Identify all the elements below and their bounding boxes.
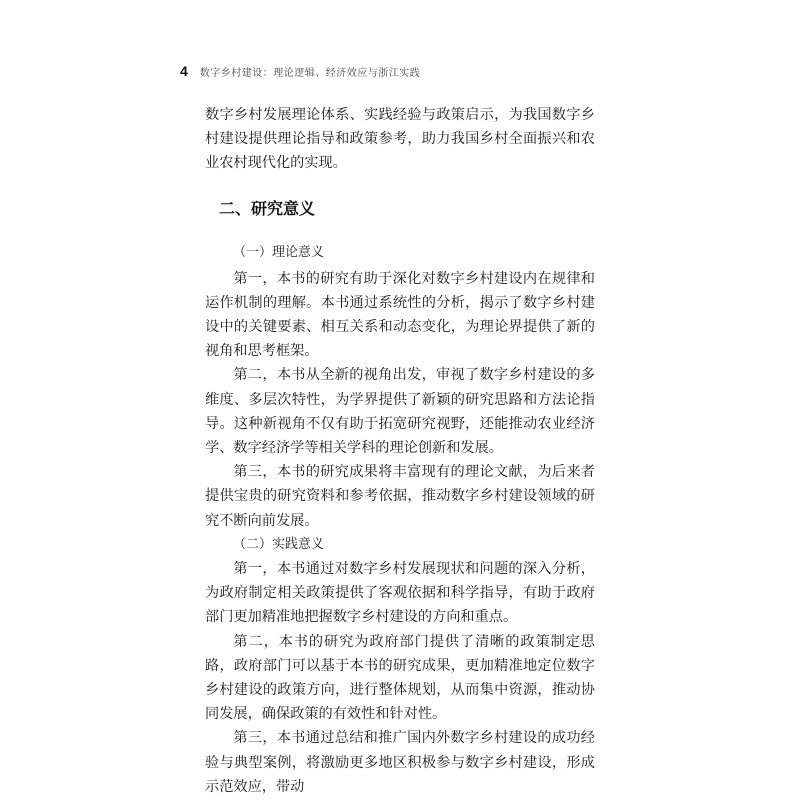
subheading-theoretical-significance: （一）理论意义 [233, 244, 325, 260]
running-head [180, 62, 420, 80]
theoretical-paragraph-3: 第三，本书的研究成果将丰富现有的理论文献，为后来者提供宝贵的研究资料和参考依据，推动数字乡村建设领域的研究不断向前发展。 [205, 464, 595, 529]
practical-paragraph-1: 第一，本书通过对数字乡村发展现状和问题的深入分析，为政府制定相关政策提供了客观依据和科学指导，有助于政府部门更加精准地把握数字乡村建设的方向和重点。 [205, 561, 595, 626]
section-heading-research-significance: 二、研究意义 [219, 198, 316, 218]
practical-paragraph-3: 第三，本书通过总结和推广国内外数字乡村建设的成功经验与典型案例，将激励更多地区积极参与数字乡村建设，形成示范效应，带动 [205, 730, 595, 795]
theoretical-paragraph-1: 第一，本书的研究有助于深化对数字乡村建设内在规律和运作机制的理解。本书通过系统性的分析，揭示了数字乡村建设中的关键要素、相互关系和动态变化，为理论界提供了新的视角和思考框架。 [205, 270, 595, 360]
intro-paragraph: 数字乡村发展理论体系、实践经验与政策启示，为我国数字乡村建设提供理论指导和政策参考，助力我国乡村全面振兴和农业农村现代化的实现。 [205, 107, 595, 172]
theoretical-paragraph-2: 第二，本书从全新的视角出发，审视了数字乡村建设的多维度、多层次特性，为学界提供了新颖的研究思路和方法论指导。这种新视角不仅有助于拓宽研究视野，还能推动农业经济学、数字经济学等相关学科的理论创新和发展。 [205, 367, 595, 457]
subheading-practical-significance: （二）实践意义 [233, 536, 325, 552]
practical-paragraph-2: 第二，本书的研究为政府部门提供了清晰的政策制定思路，政府部门可以基于本书的研究成果，更加精准地定位数字乡村建设的政策方向，进行整体规划，从而集中资源，推动协同发展，确保政策的有效性和针对性。 [205, 633, 595, 723]
page-number: 4 [180, 63, 188, 79]
book-title: 数字乡村建设：理论逻辑、经济效应与浙江实践 [199, 67, 421, 79]
body-text [205, 103, 595, 799]
